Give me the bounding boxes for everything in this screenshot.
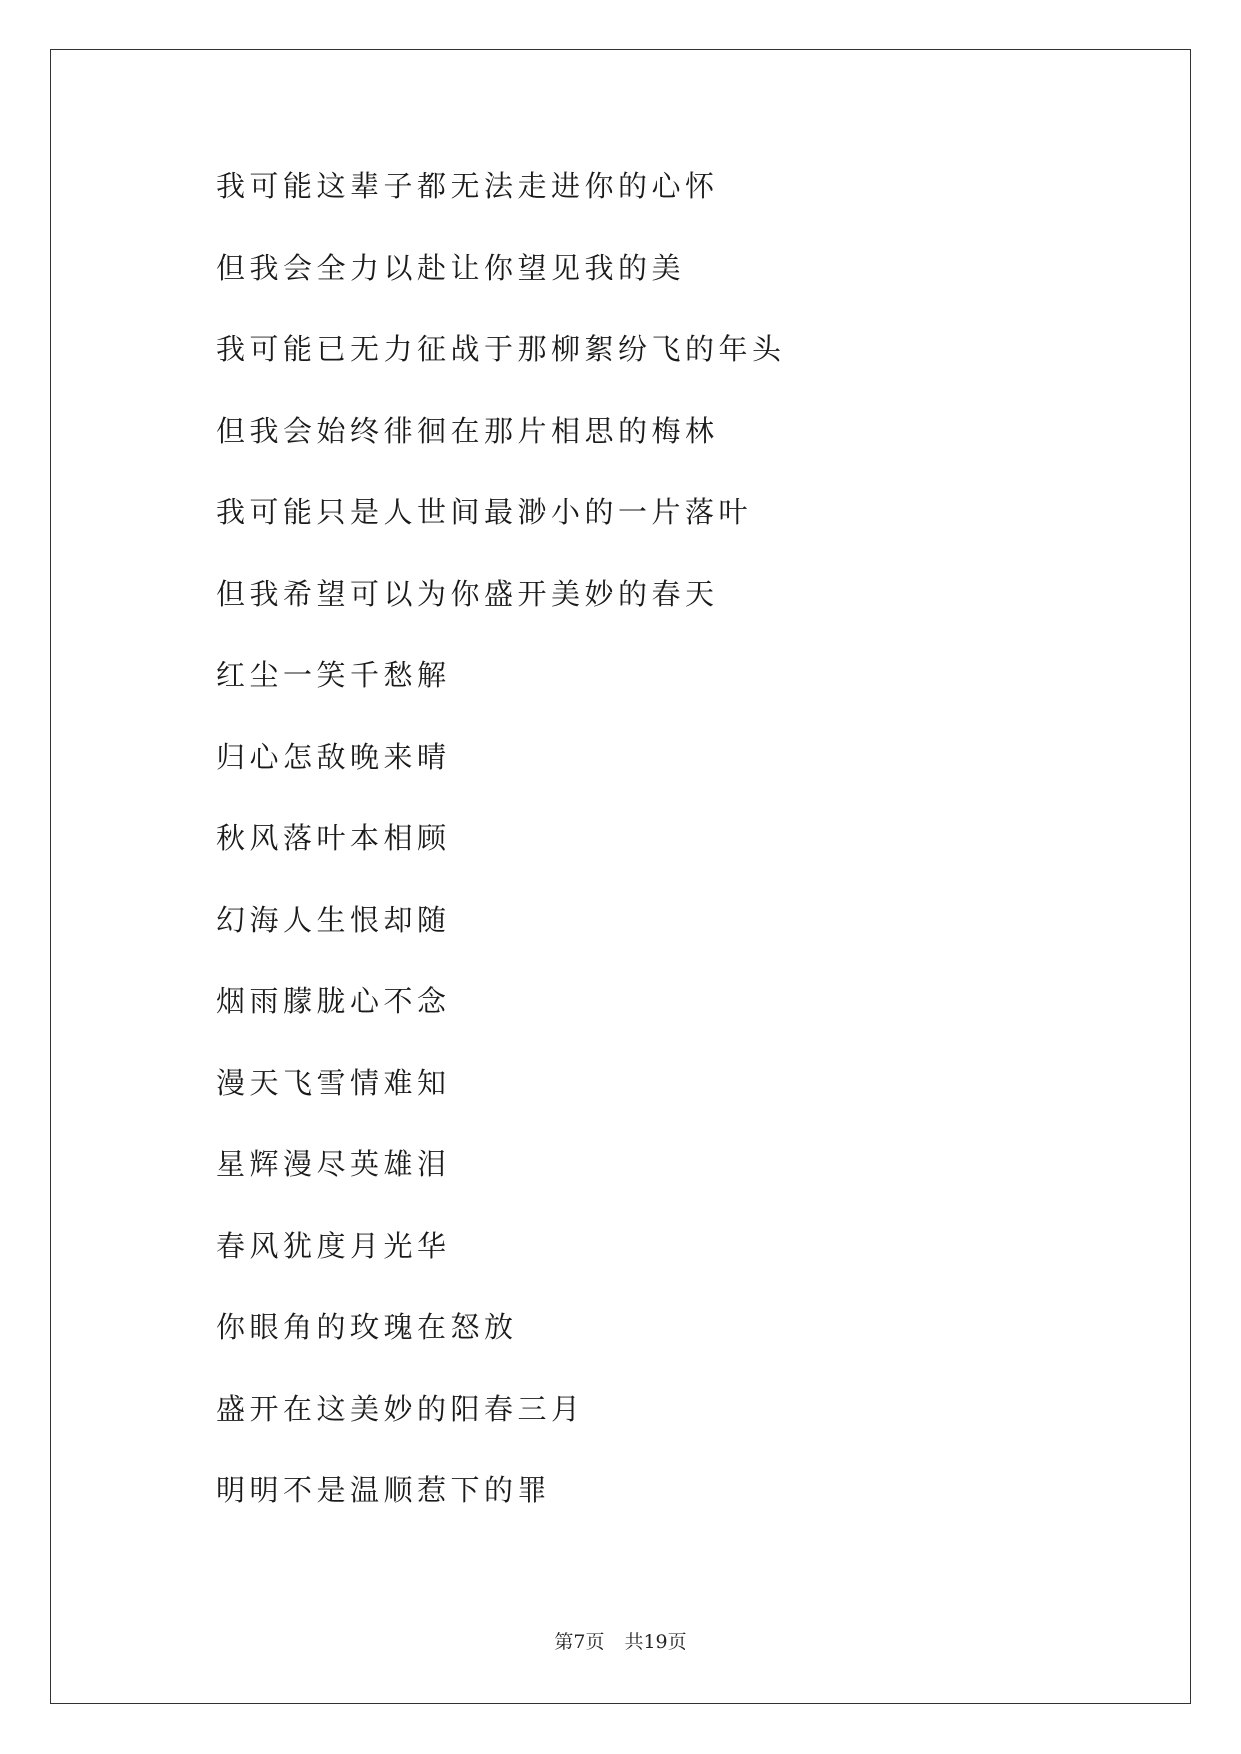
poem-line: 漫天飞雪情难知 (216, 1065, 451, 1100)
poem-line: 但我会全力以赴让你望见我的美 (216, 250, 686, 285)
poem-line: 星辉漫尽英雄泪 (216, 1147, 451, 1181)
poem-line: 红尘一笑千愁解 (216, 658, 451, 692)
poem-line: 但我希望可以为你盛开美妙的春天 (216, 576, 719, 611)
poem-line: 幻海人生恨却随 (216, 902, 451, 937)
poem-line: 明明不是温顺惹下的罪 (216, 1473, 552, 1507)
page-number-current: 第7页 (554, 1631, 605, 1653)
page-number-total: 共19页 (624, 1631, 687, 1653)
poem-line: 我可能这辈子都无法走进你的心怀 (216, 169, 719, 203)
poem-line: 春风犹度月光华 (216, 1228, 451, 1263)
poem-body (216, 166, 786, 1552)
poem-line: 但我会始终徘徊在那片相思的梅林 (216, 413, 719, 448)
poem-line: 秋风落叶本相顾 (216, 821, 451, 855)
poem-line: 盛开在这美妙的阳春三月 (216, 1391, 585, 1426)
poem-line: 我可能已无力征战于那柳絮纷飞的年头 (216, 332, 786, 366)
poem-line: 我可能只是人世间最渺小的一片落叶 (216, 495, 753, 529)
poem-line: 你眼角的玫瑰在怒放 (216, 1310, 518, 1344)
poem-line: 烟雨朦胧心不念 (216, 984, 451, 1018)
page-footer (0, 1627, 1241, 1654)
poem-line: 归心怎敌晚来晴 (216, 739, 451, 774)
